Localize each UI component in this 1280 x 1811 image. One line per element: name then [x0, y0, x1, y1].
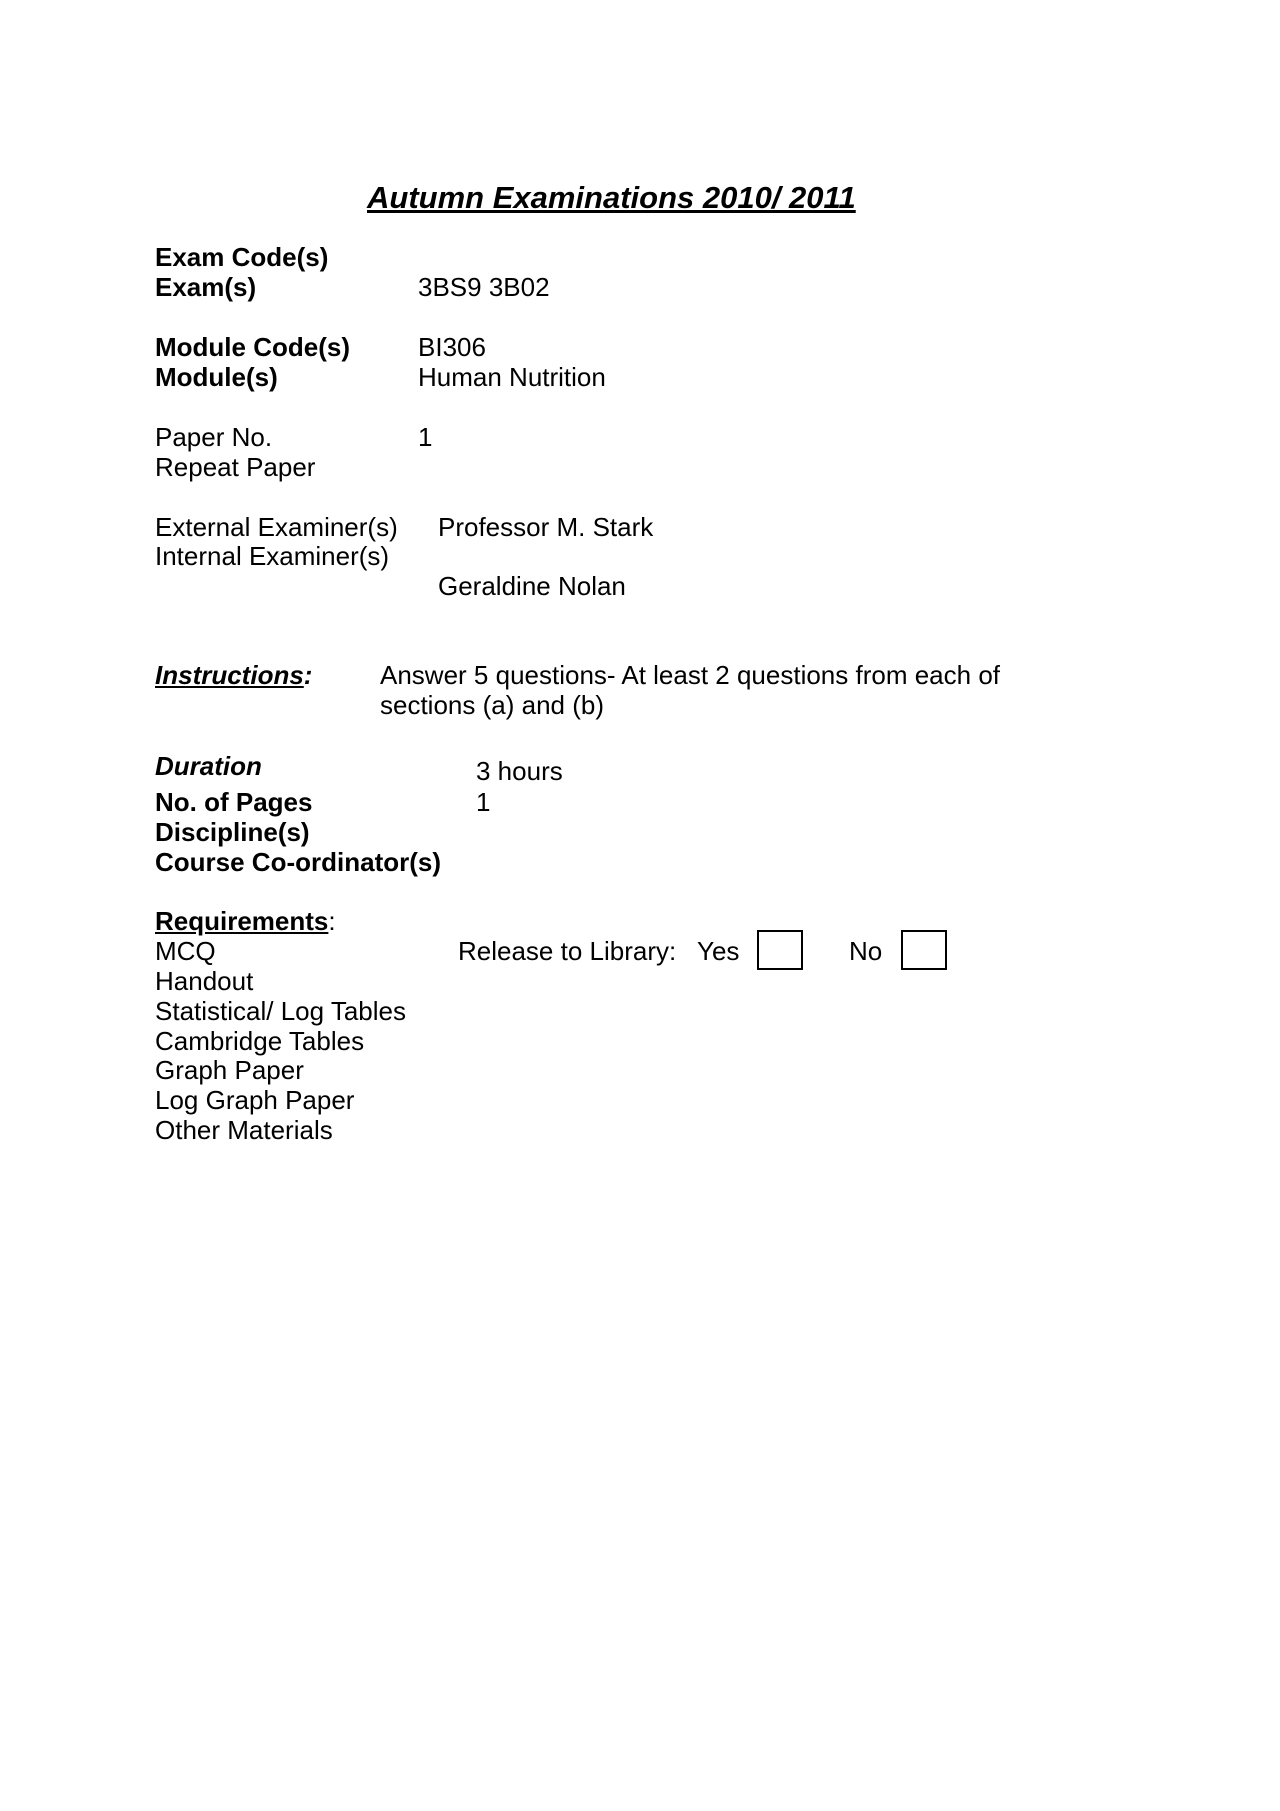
requirement-item-statistical-tables: Statistical/ Log Tables: [155, 996, 406, 1026]
exams-value: 3BS9 3B02: [418, 272, 550, 302]
requirement-item-graph-paper: Graph Paper: [155, 1055, 304, 1085]
instructions-label: Instructions: [155, 660, 304, 690]
exams-label: Exam(s): [155, 272, 257, 302]
internal-examiner-value: Geraldine Nolan: [438, 571, 626, 601]
page-title: Autumn Examinations 2010/ 2011: [367, 180, 856, 215]
requirement-item-log-graph-paper: Log Graph Paper: [155, 1085, 355, 1115]
requirement-item-handout: Handout: [155, 966, 254, 996]
external-examiner-value: Professor M. Stark: [438, 512, 654, 542]
release-no-checkbox[interactable]: [901, 930, 947, 970]
requirement-item-other-materials: Other Materials: [155, 1115, 333, 1145]
duration-value: 3 hours: [476, 756, 563, 786]
instructions-colon: :: [303, 660, 313, 690]
internal-examiner-label: Internal Examiner(s): [155, 541, 390, 571]
pages-value: 1: [476, 787, 491, 817]
release-label: Release to Library:: [458, 936, 677, 966]
duration-label: Duration: [155, 751, 262, 781]
discipline-label: Discipline(s): [155, 817, 310, 847]
external-examiner-label: External Examiner(s): [155, 512, 398, 542]
module-codes-value: BI306: [418, 332, 486, 362]
release-no-label: No: [849, 936, 883, 966]
requirement-item-cambridge-tables: Cambridge Tables: [155, 1026, 365, 1056]
requirement-item-mcq: MCQ: [155, 936, 216, 966]
requirements-heading: [155, 906, 336, 936]
release-yes-checkbox[interactable]: [757, 930, 803, 970]
instructions-text-line1: Answer 5 questions- At least 2 questions from each of: [380, 660, 1001, 690]
modules-value: Human Nutrition: [418, 362, 606, 392]
instructions-heading: [155, 660, 312, 690]
release-yes-label: Yes: [697, 936, 740, 966]
paper-no-label: Paper No.: [155, 422, 273, 452]
coordinator-label: Course Co-ordinator(s): [155, 847, 441, 877]
requirements-label: Requirements: [155, 906, 329, 936]
requirements-colon: :: [328, 906, 336, 936]
modules-label: Module(s): [155, 362, 278, 392]
exam-codes-label: Exam Code(s): [155, 242, 329, 272]
repeat-paper-label: Repeat Paper: [155, 452, 316, 482]
pages-label: No. of Pages: [155, 787, 313, 817]
paper-no-value: 1: [418, 422, 433, 452]
instructions-text-line2: sections (a) and (b): [380, 690, 604, 720]
module-codes-label: Module Code(s): [155, 332, 350, 362]
